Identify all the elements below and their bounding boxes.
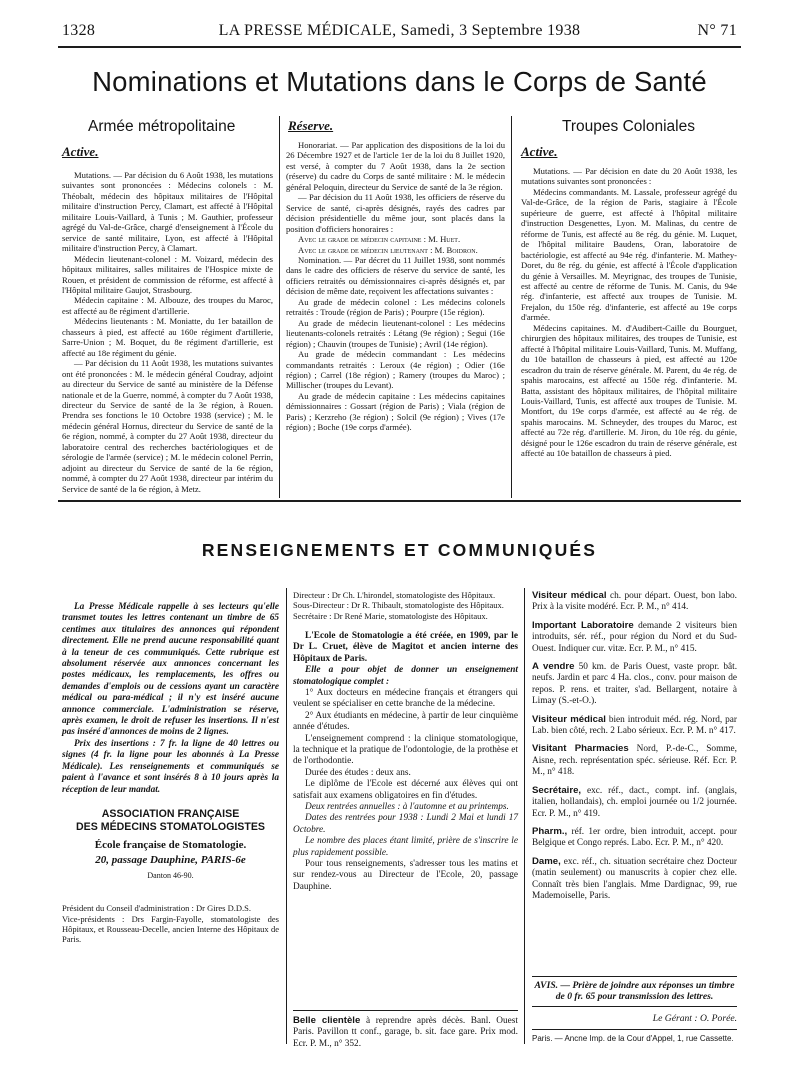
ad-head: Visiteur médical — [532, 713, 606, 725]
armee-active-label: Active. — [62, 144, 99, 159]
column-rule-3 — [286, 588, 287, 1044]
association-name-2: DES MÉDECINS STOMATOLOGISTES — [76, 821, 265, 833]
imprimerie-line: Paris. — Ancne Imp. de la Cour d'Appel, 1, rue Cassette. — [532, 1034, 734, 1043]
notice-para-2: Prix des insertions : 7 fr. la ligne de 40 lettres ou signes (4 fr. la ligne pour les abonnés à La Presse Médicale). Les renseignements et communiqués se paient à l'avance et sont insérés 8 à 10 jours après la réception de leur mandat. — [62, 738, 279, 795]
ad-head: A vendre — [532, 661, 575, 673]
coloniales-para-2: Médecins commandants. M. Lassale, professeur agrégé du Val-de-Grâce, de la région de Paris, stagiaire à l'École supérieure de guerre, est affecté à l'hôpital militaire d'instruction Desgenettes, Lyon. M. Malinas, du centre de réforme de Tunis, est affecté au 8e rég. du génie. M. Luquet, de l'hôpital militaire Baudens, Oran, laboratoire de bactériologie, est affecté au 94e rég. d'infanterie. M. Mathey-Doret, du 8e rég. du génie, est affecté à l'École d'application du génie à Versailles. M. Meyrignac, des troupes de Tunisie, est affecté au centre de réforme de Tunis. M. Canis, du 94e rég. d'infanterie, est affecté aux troupes de Tunisie. M. Frejalon, du 150e rég. d'infanterie, est affecté au 19e corps d'armée. — [521, 186, 737, 323]
school-name: École française de Stomatologie. — [94, 839, 247, 851]
reserve-column — [286, 140, 505, 433]
stomatology-column — [293, 590, 518, 893]
ad-item — [532, 743, 737, 778]
ad-text: demande 2 visiteurs bien introduits, sér. réf., pour région du Nord et du Sud-Ouest. Indiquer cur. vitæ. Ecr. P. M., n° 415. — [532, 620, 738, 654]
secretaire-line: Secrétaire : Dr René Marie, stomatologiste des Hôpitaux. — [293, 610, 488, 621]
school-para-9: Dates des rentrées pour 1938 : Lundi 2 Mai et lundi 17 Octobre. — [293, 813, 518, 835]
avis-rule-bottom — [532, 1006, 737, 1007]
school-para-2: Elle a pour objet de donner un enseignement stomatologique complet : — [293, 665, 518, 687]
reserve-para-5: Nomination. — Par décret du 11 Juillet 1938, sont nommés dans le cadre des officiers de réserve du service de santé, les officiers retraités ou démissionnaires ci-après désignés et, par décision de même date, reçoivent les affectations suivantes : — [286, 254, 505, 297]
reserve-para-2: — Par décision du 11 Août 1938, les officiers de réserve du Service de santé, ci-après désignés, rayés des cadres par décision présidentielle du même jour, sont placés dans la position d'officiers honoraires : — [286, 192, 505, 234]
ad-head: Important Laboratoire — [532, 619, 634, 631]
reserve-para-8: Au grade de médecin commandant : Les médecins commandants retraités : Leroux (4e région) ; Odier (16e région) ; Carrel (18e région) ; Ramery (troupes du Maroc) ; Millischer (troupes du Levant). — [286, 349, 505, 391]
school-phone: Danton 46-90. — [147, 870, 194, 880]
association-name-1: ASSOCIATION FRANÇAISE — [101, 808, 240, 820]
ad-item — [532, 856, 737, 903]
school-para-3: 1° Aux docteurs en médecine français et étrangers qui veulent se spécialiser en cette branche de la médecine. — [293, 687, 518, 710]
ad-head: Secrétaire, — [532, 784, 582, 796]
belle-clientele-head: Belle clientèle — [293, 1015, 361, 1026]
communiques-banner: RENSEIGNEMENTS ET COMMUNIQUÉS — [201, 540, 598, 560]
issue-number: N° 71 — [697, 22, 737, 39]
school-para-8: Deux rentrées annuelles : à l'automne et au printemps. — [305, 801, 509, 812]
ad-head: Visiteur médical — [532, 590, 607, 601]
ad-item — [532, 785, 737, 820]
ad-text: bien introduit méd. rég. Nord, par Lab. bien côté, rech. 2 Labo sérieux. Ecr. P. M. n° 417. — [532, 714, 737, 737]
school-para-5: L'enseignement comprend : la clinique stomatologique, la technique et la pratique de l'odontologie, de la prothèse et de l'orthodontie. — [293, 733, 518, 767]
ad-item — [532, 826, 737, 850]
avis-final: AVIS. — Prière de joindre aux réponses un timbre de 0 fr. 65 pour transmission des lettres. — [534, 980, 735, 1003]
ad-head: Pharm., — [532, 825, 568, 837]
reserve-label: Réserve. — [288, 118, 334, 133]
reserve-para-9: Au grade de médecin capitaine : Les médecins capitaines démissionnaires : Gossart (région de Paris) ; Viala (région de Paris) ; Kerzreho (3e région) ; Solcil (9e région) ; Vives (17e région) ; Boche (19e corps d'armée). — [286, 390, 505, 433]
reserve-para-3: Avec le grade de médecin capitaine : M. Huet. — [298, 234, 461, 245]
page-number: 1328 — [62, 22, 96, 39]
ad-head: Dame, — [532, 855, 561, 867]
ad-text: Nord, P.-de-C., Somme, Aisne, rech. représentation spéc. sérieuse. Réf. Ecr. P. M., n° 418. — [532, 744, 737, 778]
association-block — [62, 808, 279, 944]
ad-text: 50 km. de Paris Ouest, vaste propr. bât. neufs. Jardin et parc 4 Ha. clos., conv. pour maison de repos. P. rens. et traiter, s'ad. Bellargent, notaire à Limay (S.-et-O.). — [532, 662, 738, 707]
gerant-rule — [532, 1029, 737, 1030]
school-para-10: Le nombre des places étant limité, prière de s'inscrire le plus rapidement possible. — [293, 836, 518, 858]
column-rule-1 — [279, 116, 280, 498]
journal-title: LA PRESSE MÉDICALE, Samedi, 3 Septembre 1938 — [218, 22, 581, 39]
ad-item — [532, 590, 737, 614]
gerant-line: Le Gérant : O. Porée. — [652, 1013, 737, 1024]
belle-clientele-text — [293, 1015, 518, 1050]
school-para-4: 2° Aux étudiants en médecine, à partir de leur cinquième année d'études. — [293, 710, 518, 733]
ad-text: ch. pour départ. Ouest, bon labo. Prix à la visite modéré. Ecr. P. M., n° 414. — [532, 591, 737, 613]
classified-column — [532, 590, 737, 908]
reserve-para-6: Au grade de médecin colonel : Les médecins colonels retraités : Troude (région de Paris) ; Pourpre (15e région). — [286, 296, 505, 318]
avis-rule-top — [532, 976, 737, 977]
notice-para-1: La Presse Médicale rappelle à ses lecteurs qu'elle transmet toutes les lettres contenant un timbre de 65 centimes aux titulaires des annonces qui répondent directement. Elle ne prend aucune responsabilité quant à la teneur de ces communiqués. Cette rubrique est absolument réservée aux annonces concernant les postes médicaux, les remplacements, les offres ou demandes d'emplois ou de cessions ayant un caractère médical ou para-médical ; il n'y est inséré aucune annonce commerciale. L'administration se réserve, après examen, le droit de refuser les insertions. Il n'est pas inséré d'annonces de moins de 2 lignes. — [62, 602, 279, 738]
coloniales-para-3: Médecins capitaines. M. d'Audibert-Caille du Bourguet, chirurgien des hôpitaux militaires, des troupes de Tunisie, est affecté à l'hôpital militaire Louis-Vaillard, Tunis. M. Muffang, du 10e bataillon de chasseurs à pied, est affecté au 120e escadron du train de réserve générale. M. Parent, du 4e rég. de spahis marocains, est affecté au 150e rég. d'infanterie. M. Batta, assistant des hôpitaux militaires, de l'hôpital militaire Louis-Vaillard, Tunis, est affecté aux troupes de Tunisie. M. Montfort, du 19e corps d'armée, est affecté au 4e rég. de spahis marocains. M. Schneyder, des troupes du Maroc, est affecté au 72e rég. d'artillerie. M. Jiron, du 10e rég. du génie, désigné pour le 126e escadron du train de réserve générale, est affecté au 10e bataillon de chasseurs à pied. — [521, 322, 737, 459]
column-rule-2 — [511, 116, 512, 498]
reserve-para-7: Au grade de médecin lieutenant-colonel : Les médecins lieutenants-colonels retraités : Létang (9e région) ; Segui (16e région) ; Chauvin (troupes de Tunisie) ; Avril (14e région). — [286, 317, 505, 349]
sous-directeur-line: Sous-Directeur : Dr R. Thibault, stomatologiste des Hôpitaux. — [293, 600, 504, 611]
ad-text: exc. réf., ch. situation secrétaire chez Docteur (matin seulement) ou manuscrits à copier chez elle. Connaît très bien l'anglais. Mme Dardignac, 99, rue Mademoiselle, Paris. — [532, 856, 737, 901]
vice-presidents-line: Vice-présidents : Drs Fargin-Fayolle, stomatologiste des Hôpitaux, et Rousseau-Decelle, ancien Interne des Hôpitaux de Paris. — [62, 913, 279, 945]
school-para-7: Le diplôme de l'Ecole est décerné aux élèves qui ont satisfait aux examens obligatoires en fin d'études. — [293, 779, 518, 801]
school-para-11: Pour tous renseignements, s'adresser tous les matins et sur rendez-vous au Directeur de l'Ecole, 20, passage Dauphine. — [293, 859, 518, 892]
belle-clientele-body: à reprendre après décès. Banl. Ouest Paris. Pavillon tt conf., garage, b. sit. face gare. Prix mod. Ecr. P. M., n° 352. — [293, 1016, 518, 1049]
school-para-1: L'Ecole de Stomatologie a été créée, en 1909, par le Dr L. Cruet, élève de Magitot et ancien interne des Hôpitaux de Paris. — [293, 630, 518, 664]
section-rule — [58, 500, 741, 502]
ad-separator — [293, 1010, 518, 1011]
page-title: Nominations et Mutations dans le Corps de Santé — [92, 66, 707, 97]
ad-item — [532, 661, 737, 708]
armee-para-4: Médecins lieutenants : M. Moniatte, du 1er bataillon de chasseurs à pied, est affecté au 160e régiment d'artillerie, Sarre-Union ; M. Boquet, du 8e régiment d'artillerie, est affecté au 18e régiment du génie. — [62, 316, 273, 358]
armee-column — [62, 170, 273, 494]
school-para-6: Durée des études : deux ans. — [305, 767, 411, 778]
coloniales-column — [521, 166, 737, 459]
running-header — [62, 22, 737, 42]
armee-heading: Armée métropolitaine — [88, 118, 236, 135]
ad-text: réf. 1er ordre, bien introduit, accept. pour Belgique et Congo représ. Labo. Ecr. P. M., n° 420. — [532, 826, 738, 849]
president-line: Président du Conseil d'administration : Dr Gires D.D.S. — [62, 903, 251, 914]
armee-para-5: — Par décision du 11 Août 1938, les mutations suivantes ont été prononcées : M. le médecin général Coudray, adjoint au directeur du Service de santé au ministère de la Défense nationale et de la Guerre, nommé, à compter du 7 Août 1938, directeur du Service de santé de la 3e région, à Rouen. Prendra ses fonctions le 10 Octobre 1938 (service) ; M. le médecin général Hornus, directeur du Service de santé de la 6e région, nommé, à compter du 27 Août 1938, directeur du laboratoire central des recherches bactériologiques et de sérologie de l'armée (service) ; M. le médecin colonel Perrin, adjoint au directeur du Service de santé de la 6e région, nommé, à compter du 27 Août 1938, directeur par intérim du Service de santé de la 6e région, à Metz. — [62, 358, 273, 494]
header-rule — [58, 46, 741, 48]
ad-head: Visitant Pharmacies — [532, 743, 629, 755]
armee-para-1: Mutations. — Par décision du 6 Août 1938, les mutations suivantes sont prononcées : Médecins colonels : M. Théobalt, médecin des hôpitaux militaires de l'Hôpital militaire d'instruction Percy, Clamart, est affecté à l'Hôpital militaire Louis-Vaillard, à Tunis ; M. Gauthier, professeur agrégé du Val-de-Grâce, chargé d'enseignement à l'École du service de santé militaire, Lyon, est affecté à l'Hôpital militaire d'instruction Percy, à Clamart. — [62, 170, 273, 254]
reserve-para-4: Avec le grade de médecin lieutenant : M. Boidron. — [298, 244, 478, 255]
ad-item — [532, 620, 737, 655]
reserve-para-1: Honorariat. — Par application des dispositions de la loi du 26 Décembre 1927 et de l'article 1er de la loi du 8 Juillet 1920, est versé, à compter du 7 Août 1938, dans la 2e section (réserve) du cadre du Corps de santé militaire : M. le médecin général Peloquin, directeur du Service de santé de la 3e région. — [286, 140, 505, 192]
coloniales-heading: Troupes Coloniales — [562, 118, 695, 135]
column-rule-4 — [524, 588, 525, 1044]
ad-item — [532, 714, 737, 738]
school-address: 20, passage Dauphine, PARIS-6e — [95, 854, 246, 867]
ad-text: exc. réf., dact., compt. inf. (anglais, italien, hollandais), ch. emploi journée ou 1/2 journée. Ecr. P. M., n° 419. — [532, 785, 737, 819]
armee-para-2: Médecin lieutenant-colonel : M. Voizard, médecin des hôpitaux militaires, salles militaires de l'Hospice mixte de Rouen, et président de commission de réforme, est affecté à l'Hôpital militaire Gaujot, Strasbourg. — [62, 253, 273, 295]
armee-para-3: Médecin capitaine : M. Albouze, des troupes du Maroc, est affecté au 8e régiment d'artillerie. — [62, 295, 273, 316]
belle-clientele-ad — [293, 1015, 518, 1056]
coloniales-active-label: Active. — [521, 144, 558, 159]
coloniales-para-1: Mutations. — Par décision en date du 20 Août 1938, les mutations suivantes sont prononcées : — [521, 166, 737, 187]
notice-column — [62, 602, 279, 796]
directeur-line: Directeur : Dr Ch. L'hirondel, stomatologiste des Hôpitaux. — [293, 590, 496, 600]
